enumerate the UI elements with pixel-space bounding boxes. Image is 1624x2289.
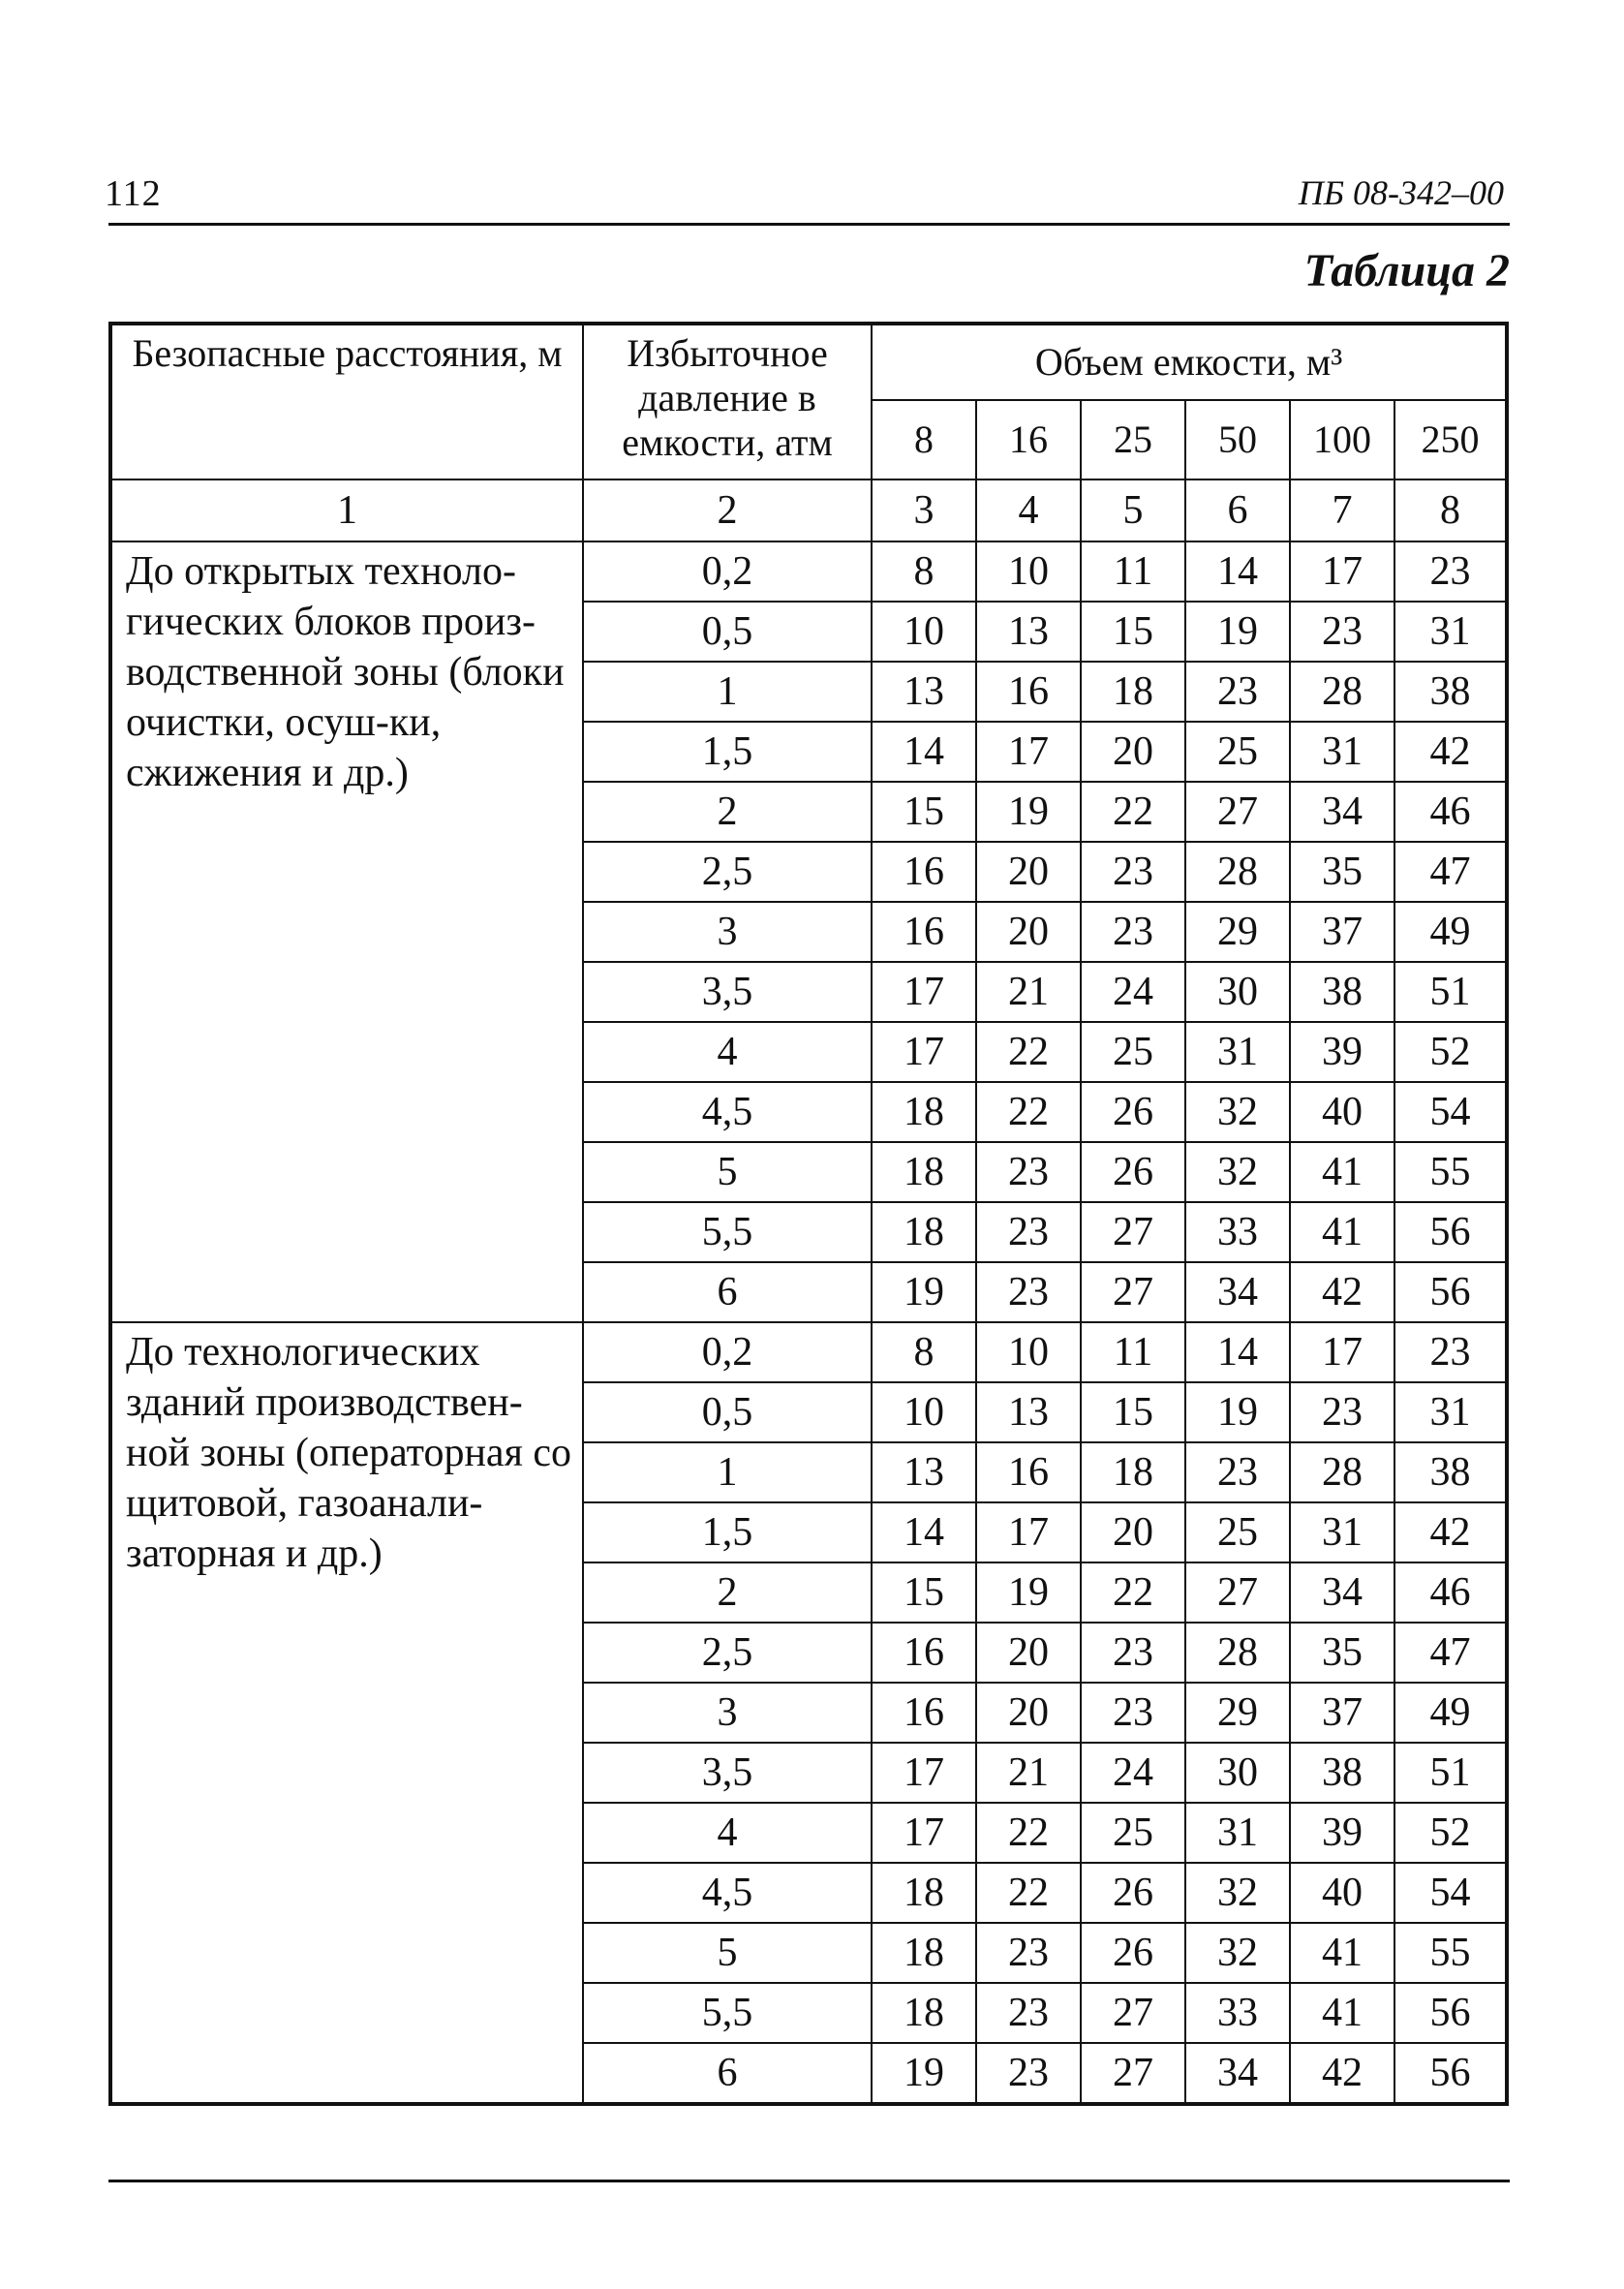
distance-value-cell: 41 (1290, 1142, 1394, 1202)
pressure-cell: 4,5 (583, 1082, 872, 1142)
distance-value-cell: 35 (1290, 842, 1394, 902)
distance-value-cell: 23 (976, 1142, 1081, 1202)
table-row (110, 1322, 1507, 1382)
pressure-cell: 1,5 (583, 1502, 872, 1562)
distance-value-cell: 22 (1081, 1562, 1185, 1623)
page-number: 112 (105, 173, 162, 214)
distance-value-cell: 19 (872, 2043, 976, 2104)
distance-value-cell: 25 (1185, 722, 1290, 782)
distance-value-cell: 47 (1394, 1623, 1507, 1683)
distance-value-cell: 23 (976, 1202, 1081, 1262)
distance-value-cell: 27 (1081, 2043, 1185, 2104)
distance-value-cell: 52 (1394, 1022, 1507, 1082)
distance-value-cell: 16 (872, 1683, 976, 1743)
distance-value-cell: 56 (1394, 1983, 1507, 2043)
distance-value-cell: 10 (872, 1382, 976, 1442)
document-code: ПБ 08-342–00 (1298, 173, 1504, 212)
distance-value-cell: 10 (872, 602, 976, 662)
pressure-cell: 5 (583, 1142, 872, 1202)
distance-value-cell: 23 (976, 1262, 1081, 1322)
distance-value-cell: 27 (1185, 1562, 1290, 1623)
distance-value-cell: 31 (1290, 722, 1394, 782)
distance-value-cell: 21 (976, 962, 1081, 1022)
footer-rule (108, 2180, 1510, 2182)
table-row (110, 541, 1507, 602)
distance-value-cell: 23 (1290, 602, 1394, 662)
distance-value-cell: 14 (1185, 541, 1290, 602)
pressure-cell: 1 (583, 1442, 872, 1502)
distance-value-cell: 10 (976, 1322, 1081, 1382)
distance-value-cell: 23 (1290, 1382, 1394, 1442)
distance-value-cell: 19 (1185, 602, 1290, 662)
distance-value-cell: 23 (1081, 902, 1185, 962)
distance-value-cell: 23 (1081, 1683, 1185, 1743)
distance-value-cell: 30 (1185, 1743, 1290, 1803)
pressure-cell: 2,5 (583, 1623, 872, 1683)
pressure-cell: 0,5 (583, 1382, 872, 1442)
distance-value-cell: 18 (872, 1142, 976, 1202)
distance-value-cell: 23 (1185, 1442, 1290, 1502)
pressure-cell: 5,5 (583, 1202, 872, 1262)
distance-value-cell: 42 (1394, 1502, 1507, 1562)
volume-header-cell: 16 (976, 400, 1081, 479)
distance-value-cell: 20 (1081, 722, 1185, 782)
volume-header-cell: 50 (1185, 400, 1290, 479)
distance-value-cell: 18 (872, 1082, 976, 1142)
distance-value-cell: 22 (976, 1082, 1081, 1142)
volume-header-cell: 100 (1290, 400, 1394, 479)
distance-value-cell: 41 (1290, 1983, 1394, 2043)
zone-description: До технологических зданий производствен-ной зоны (операторная со щитовой, газоанали-заторная и др.) (110, 1322, 583, 2104)
distance-value-cell: 56 (1394, 1262, 1507, 1322)
col-header-volume: Объем емкости, м³ (872, 324, 1507, 400)
distance-value-cell: 28 (1185, 842, 1290, 902)
distance-value-cell: 13 (872, 1442, 976, 1502)
pressure-cell: 1 (583, 662, 872, 722)
distance-value-cell: 17 (976, 722, 1081, 782)
pressure-cell: 3 (583, 902, 872, 962)
pressure-cell: 4 (583, 1022, 872, 1082)
safety-distance-table-container (108, 322, 1505, 2106)
distance-value-cell: 25 (1081, 1803, 1185, 1863)
distance-value-cell: 19 (872, 1262, 976, 1322)
pressure-cell: 6 (583, 2043, 872, 2104)
distance-value-cell: 16 (976, 1442, 1081, 1502)
volume-header-cell: 250 (1394, 400, 1507, 479)
distance-value-cell: 13 (872, 662, 976, 722)
distance-value-cell: 23 (976, 2043, 1081, 2104)
pressure-cell: 2 (583, 782, 872, 842)
distance-value-cell: 22 (976, 1022, 1081, 1082)
column-number-cell: 6 (1185, 479, 1290, 541)
distance-value-cell: 13 (976, 602, 1081, 662)
distance-value-cell: 25 (1081, 1022, 1185, 1082)
distance-value-cell: 17 (976, 1502, 1081, 1562)
distance-value-cell: 14 (1185, 1322, 1290, 1382)
distance-value-cell: 26 (1081, 1082, 1185, 1142)
distance-value-cell: 18 (1081, 1442, 1185, 1502)
distance-value-cell: 33 (1185, 1983, 1290, 2043)
distance-value-cell: 27 (1185, 782, 1290, 842)
distance-value-cell: 38 (1394, 662, 1507, 722)
distance-value-cell: 35 (1290, 1623, 1394, 1683)
distance-value-cell: 19 (976, 1562, 1081, 1623)
distance-value-cell: 23 (1394, 541, 1507, 602)
distance-value-cell: 29 (1185, 1683, 1290, 1743)
distance-value-cell: 41 (1290, 1923, 1394, 1983)
distance-value-cell: 26 (1081, 1863, 1185, 1923)
distance-value-cell: 20 (976, 842, 1081, 902)
pressure-cell: 0,2 (583, 541, 872, 602)
distance-value-cell: 20 (976, 1683, 1081, 1743)
distance-value-cell: 22 (976, 1863, 1081, 1923)
distance-value-cell: 17 (872, 1803, 976, 1863)
zone-description: До открытых техноло-гических блоков произ-водственной зоны (блоки очистки, осуш-ки, сжижения и др.) (110, 541, 583, 1322)
column-number-row (110, 479, 1507, 541)
table-body (110, 541, 1507, 2104)
volume-header-cell: 8 (872, 400, 976, 479)
pressure-cell: 0,5 (583, 602, 872, 662)
pressure-cell: 2,5 (583, 842, 872, 902)
pressure-cell: 3,5 (583, 1743, 872, 1803)
distance-value-cell: 34 (1290, 782, 1394, 842)
distance-value-cell: 17 (872, 962, 976, 1022)
distance-value-cell: 54 (1394, 1863, 1507, 1923)
distance-value-cell: 42 (1290, 2043, 1394, 2104)
distance-value-cell: 56 (1394, 1202, 1507, 1262)
distance-value-cell: 37 (1290, 902, 1394, 962)
column-number-cell: 2 (583, 479, 872, 541)
distance-value-cell: 31 (1290, 1502, 1394, 1562)
col-header-distance: Безопасные расстояния, м (110, 324, 583, 479)
distance-value-cell: 32 (1185, 1923, 1290, 1983)
distance-value-cell: 47 (1394, 842, 1507, 902)
distance-value-cell: 40 (1290, 1863, 1394, 1923)
distance-value-cell: 14 (872, 1502, 976, 1562)
distance-value-cell: 22 (976, 1803, 1081, 1863)
distance-value-cell: 39 (1290, 1803, 1394, 1863)
distance-value-cell: 18 (1081, 662, 1185, 722)
distance-value-cell: 14 (872, 722, 976, 782)
distance-value-cell: 23 (1394, 1322, 1507, 1382)
distance-value-cell: 16 (976, 662, 1081, 722)
safety-distance-table (108, 322, 1509, 2106)
distance-value-cell: 52 (1394, 1803, 1507, 1863)
column-number-cell: 4 (976, 479, 1081, 541)
distance-value-cell: 55 (1394, 1923, 1507, 1983)
table-caption: Таблица 2 (1303, 245, 1510, 296)
distance-value-cell: 40 (1290, 1082, 1394, 1142)
volume-header-cell: 25 (1081, 400, 1185, 479)
header-row-top (110, 324, 1507, 400)
distance-value-cell: 13 (976, 1382, 1081, 1442)
distance-value-cell: 17 (872, 1743, 976, 1803)
distance-value-cell: 15 (1081, 1382, 1185, 1442)
distance-value-cell: 51 (1394, 962, 1507, 1022)
distance-value-cell: 19 (1185, 1382, 1290, 1442)
distance-value-cell: 27 (1081, 1983, 1185, 2043)
distance-value-cell: 18 (872, 1923, 976, 1983)
distance-value-cell: 34 (1185, 2043, 1290, 2104)
distance-value-cell: 23 (1081, 1623, 1185, 1683)
distance-value-cell: 18 (872, 1202, 976, 1262)
distance-value-cell: 25 (1185, 1502, 1290, 1562)
pressure-cell: 4,5 (583, 1863, 872, 1923)
distance-value-cell: 26 (1081, 1923, 1185, 1983)
distance-value-cell: 32 (1185, 1082, 1290, 1142)
distance-value-cell: 16 (872, 1623, 976, 1683)
distance-value-cell: 33 (1185, 1202, 1290, 1262)
distance-value-cell: 29 (1185, 902, 1290, 962)
distance-value-cell: 26 (1081, 1142, 1185, 1202)
distance-value-cell: 34 (1290, 1562, 1394, 1623)
distance-value-cell: 27 (1081, 1262, 1185, 1322)
distance-value-cell: 22 (1081, 782, 1185, 842)
distance-value-cell: 32 (1185, 1863, 1290, 1923)
pressure-cell: 5 (583, 1923, 872, 1983)
distance-value-cell: 20 (976, 902, 1081, 962)
distance-value-cell: 20 (1081, 1502, 1185, 1562)
column-number-cell: 5 (1081, 479, 1185, 541)
distance-value-cell: 54 (1394, 1082, 1507, 1142)
pressure-cell: 1,5 (583, 722, 872, 782)
distance-value-cell: 31 (1394, 1382, 1507, 1442)
distance-value-cell: 8 (872, 1322, 976, 1382)
distance-value-cell: 18 (872, 1863, 976, 1923)
distance-value-cell: 38 (1290, 1743, 1394, 1803)
distance-value-cell: 15 (872, 1562, 976, 1623)
distance-value-cell: 42 (1290, 1262, 1394, 1322)
col-header-pressure: Избыточное давление в емкости, атм (583, 324, 872, 479)
distance-value-cell: 17 (872, 1022, 976, 1082)
distance-value-cell: 8 (872, 541, 976, 602)
distance-value-cell: 11 (1081, 1322, 1185, 1382)
distance-value-cell: 39 (1290, 1022, 1394, 1082)
distance-value-cell: 41 (1290, 1202, 1394, 1262)
pressure-cell: 5,5 (583, 1983, 872, 2043)
distance-value-cell: 20 (976, 1623, 1081, 1683)
distance-value-cell: 23 (976, 1983, 1081, 2043)
pressure-cell: 3,5 (583, 962, 872, 1022)
distance-value-cell: 10 (976, 541, 1081, 602)
distance-value-cell: 17 (1290, 541, 1394, 602)
distance-value-cell: 23 (1081, 842, 1185, 902)
pressure-cell: 2 (583, 1562, 872, 1623)
pressure-cell: 3 (583, 1683, 872, 1743)
distance-value-cell: 42 (1394, 722, 1507, 782)
distance-value-cell: 37 (1290, 1683, 1394, 1743)
distance-value-cell: 31 (1394, 602, 1507, 662)
distance-value-cell: 19 (976, 782, 1081, 842)
column-number-cell: 8 (1394, 479, 1507, 541)
distance-value-cell: 38 (1290, 962, 1394, 1022)
distance-value-cell: 15 (1081, 602, 1185, 662)
distance-value-cell: 18 (872, 1983, 976, 2043)
distance-value-cell: 23 (976, 1923, 1081, 1983)
distance-value-cell: 56 (1394, 2043, 1507, 2104)
distance-value-cell: 34 (1185, 1262, 1290, 1322)
distance-value-cell: 46 (1394, 782, 1507, 842)
distance-value-cell: 31 (1185, 1803, 1290, 1863)
distance-value-cell: 16 (872, 902, 976, 962)
distance-value-cell: 28 (1185, 1623, 1290, 1683)
distance-value-cell: 46 (1394, 1562, 1507, 1623)
distance-value-cell: 28 (1290, 1442, 1394, 1502)
column-number-cell: 3 (872, 479, 976, 541)
pressure-cell: 4 (583, 1803, 872, 1863)
distance-value-cell: 32 (1185, 1142, 1290, 1202)
distance-value-cell: 24 (1081, 1743, 1185, 1803)
pressure-cell: 0,2 (583, 1322, 872, 1382)
distance-value-cell: 55 (1394, 1142, 1507, 1202)
header-rule (108, 223, 1510, 226)
distance-value-cell: 27 (1081, 1202, 1185, 1262)
distance-value-cell: 31 (1185, 1022, 1290, 1082)
distance-value-cell: 38 (1394, 1442, 1507, 1502)
column-number-cell: 1 (110, 479, 583, 541)
distance-value-cell: 24 (1081, 962, 1185, 1022)
distance-value-cell: 49 (1394, 902, 1507, 962)
distance-value-cell: 51 (1394, 1743, 1507, 1803)
pressure-cell: 6 (583, 1262, 872, 1322)
column-number-cell: 7 (1290, 479, 1394, 541)
distance-value-cell: 16 (872, 842, 976, 902)
distance-value-cell: 28 (1290, 662, 1394, 722)
distance-value-cell: 17 (1290, 1322, 1394, 1382)
distance-value-cell: 49 (1394, 1683, 1507, 1743)
distance-value-cell: 21 (976, 1743, 1081, 1803)
distance-value-cell: 11 (1081, 541, 1185, 602)
distance-value-cell: 30 (1185, 962, 1290, 1022)
distance-value-cell: 15 (872, 782, 976, 842)
distance-value-cell: 23 (1185, 662, 1290, 722)
